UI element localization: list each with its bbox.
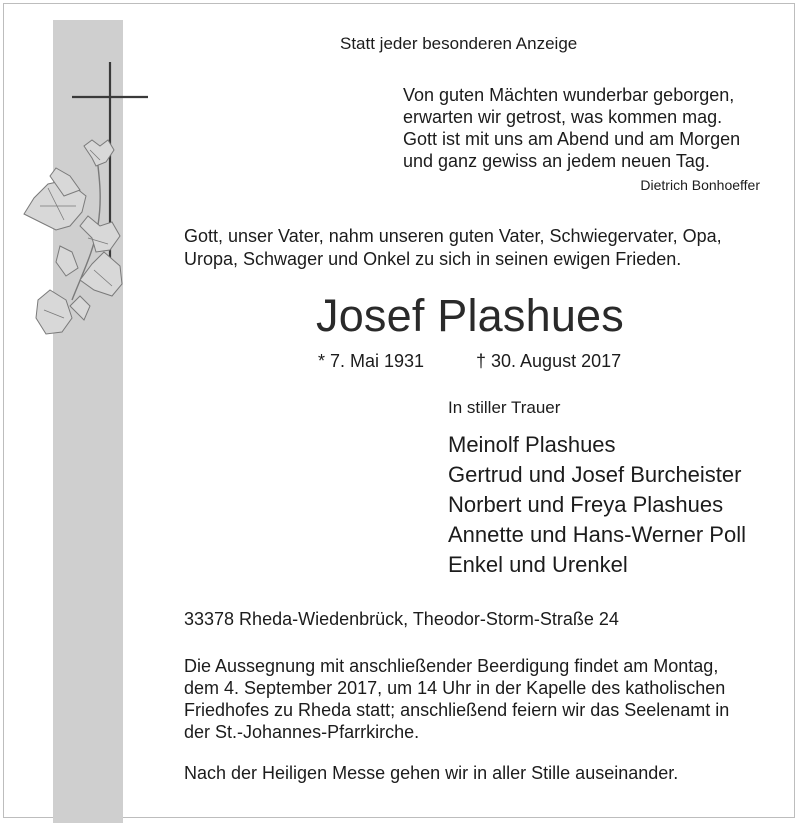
- poem-line: und ganz gewiss an jedem neuen Tag.: [403, 151, 710, 171]
- poem: [403, 84, 740, 172]
- ceremony-line: dem 4. September 2017, um 14 Uhr in der Kapelle des katholischen: [184, 678, 726, 698]
- poem-author: Dietrich Bonhoeffer: [640, 177, 760, 193]
- death-date: † 30. August 2017: [476, 351, 622, 371]
- mourners-list: [448, 430, 746, 580]
- address: 33378 Rheda-Wiedenbrück, Theodor-Storm-Straße 24: [184, 609, 619, 629]
- ivy-icon: [24, 140, 122, 334]
- intro-text: [184, 225, 722, 271]
- mourner-name: Annette und Hans-Werner Poll: [448, 522, 746, 547]
- birth-date: * 7. Mai 1931: [318, 351, 425, 371]
- mourner-name: Meinolf Plashues: [448, 432, 616, 457]
- poem-line: erwarten wir getrost, was kommen mag.: [403, 107, 723, 127]
- ceremony-line: Die Aussegnung mit anschließender Beerdigung findet am Montag,: [184, 656, 719, 676]
- mourning-label: In stiller Trauer: [448, 398, 561, 417]
- closing-note: Nach der Heiligen Messe gehen wir in aller Stille auseinander.: [184, 763, 679, 783]
- poem-line: Von guten Mächten wunderbar geborgen,: [403, 85, 735, 105]
- mourner-name: Enkel und Urenkel: [448, 552, 628, 577]
- mourner-name: Gertrud und Josef Burcheister: [448, 462, 742, 487]
- ceremony-line: Friedhofes zu Rheda statt; anschließend feiern wir das Seelenamt in: [184, 700, 730, 720]
- deceased-name: Josef Plashues: [316, 290, 624, 341]
- intro-line: Uropa, Schwager und Onkel zu sich in seinen ewigen Frieden.: [184, 249, 682, 269]
- intro-line: Gott, unser Vater, nahm unseren guten Vater, Schwiegervater, Opa,: [184, 226, 722, 246]
- ceremony-details: [184, 655, 729, 743]
- mourner-name: Norbert und Freya Plashues: [448, 492, 724, 517]
- ceremony-line: der St.-Johannes-Pfarrkirche.: [184, 722, 420, 742]
- poem-line: Gott ist mit uns am Abend und am Morgen: [403, 129, 741, 149]
- header-note: Statt jeder besonderen Anzeige: [340, 34, 578, 53]
